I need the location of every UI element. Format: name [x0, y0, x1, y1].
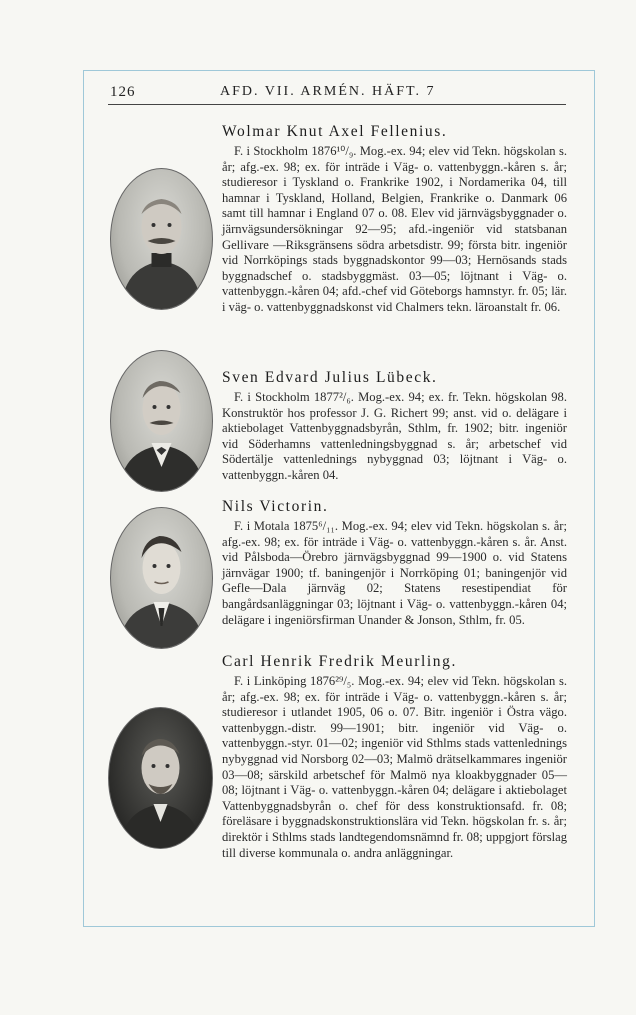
header-rule	[108, 104, 566, 105]
entry-name: Carl Henrik Fredrik Meurling.	[222, 653, 457, 670]
entry-fellenius	[222, 122, 567, 316]
entry-bio: F. i Stockholm 1876¹⁰/₉. Mog.-ex. 94; elev vid Tekn. högskolan s. år; afg.-ex. 98; ex. för inträde i Väg- o. vattenbyggn.-kåren s. år; studieresor i Tyskland o. Frankrike 1902, i Nordamerika 04, till hamnar i Tyskland, Holland, Belgien, Frankrike o. Danmark 06 samt till hamnar i England 07 o. 08. Elev vid järnvägsbyggnader o. järnvägsundersökningar 92—95; afd.-ingeniör vid statsbanan Gellivare —Riksgränsens södra arbetsdistr. 99; första bitr. ingeniör vid Norrköpings stads byggnadskontor 99—03; Hernösands stads byggnadschef o. stadsbyggmäst. 03—05; löjtnant i Väg- o. vattenbyggn.-kåren 04; afd.-chef vid Göteborgs hamnstyr. fr. 05; lär. i väg- o. vattenbyggnadskonst vid Chalmers tekn. läroanstalt fr. 06.	[222, 144, 567, 314]
portrait-lubeck-image	[111, 351, 212, 491]
entry-name: Wolmar Knut Axel Fellenius.	[222, 123, 448, 140]
portrait-meurling-image	[109, 708, 212, 848]
entry-victorin	[222, 497, 567, 628]
page-number: 126	[110, 84, 136, 100]
entry-lubeck	[222, 368, 567, 484]
entry-meurling	[222, 652, 567, 861]
entry-bio: F. i Motala 1875⁶/₁₁. Mog.-ex. 94; elev vid Tekn. högskolan s. år; afg.-ex. 98; ex. för inträde i Väg- o. vattenbyggn.-kåren s. år. Anst. vid Pålsboda—Örebro järnvägsbyggnad 99—1900 o. vid Statens järnvägar 1900; tf. baningenjör i Norrköping 01; baningenjör vid Gefle—Dala järnväg 02; Statens resestipendiat för bangårdsanläggningar 03; löjtnant i Väg- o. vattenbyggn.-kåren 04; delägare i ingeniörsfirman Unander & Jonson, Sthlm, fr. 05.	[222, 519, 567, 627]
entry-bio: F. i Stockholm 1877²/₆. Mog.-ex. 94; ex. fr. Tekn. högskolan 98. Konstruktör hos professor J. G. Richert 99; anst. vid o. delägare i aktiebolaget Vattenbyggnadsbyrån, Sthlm, fr. 1902; bitr. ingeniör vid Söderhamns vattenledningsbyggnad s. år; arbetschef vid Södertälje vattenlednings nybyggnad 03; löjtnant i Väg- o. vattenbyggn.-kåren 04.	[222, 390, 567, 482]
running-title: AFD. VII. ARMÉN. HÄFT. 7	[220, 84, 436, 99]
portrait-victorin	[110, 507, 213, 649]
portrait-meurling	[108, 707, 213, 849]
portrait-fellenius	[110, 168, 213, 310]
portrait-victorin-image	[111, 508, 212, 648]
portrait-lubeck	[110, 350, 213, 492]
entry-bio: F. i Linköping 1876²⁹/₅. Mog.-ex. 94; elev vid Tekn. högskolan s. år; afg.-ex. 98; ex. för inträde i Väg- o. vattenbyggn.-kåren s. år; studieresor i utlandet 1905, 06 o. 07. Bitr. ingeniör i Östra vägo. vattenbyggn.-distr. 99—1901; bitr. ingeniör vid Väg- o. vattenbyggn.-styr. 01—02; ingeniör vid Sthlms stads vattenlednings nybyggnad vid Norsborg 02—03; Malmö drätselkammares ingeniör 03—08; särskild arbetschef för Malmö nya kloakbyggnader 05—08; löjtnant i Väg- o. vattenbyggn.-kåren 04; delägare i aktiebolaget Vattenbyggnadsbyrån o. chef för dess konstruktionsafd. fr. 08; föreläsare i byggnadskonstruktionslära vid Tekn. högskolan fr. s. år; direktör i Sthlms stads landtegendomsnämnd fr. 08; uppgjort förslag till diverse kommunala o. andra anläggningar.	[222, 674, 567, 860]
entry-name: Sven Edvard Julius Lübeck.	[222, 369, 438, 386]
portrait-fellenius-image	[111, 169, 212, 309]
running-header	[110, 84, 565, 106]
entry-name: Nils Victorin.	[222, 498, 329, 515]
